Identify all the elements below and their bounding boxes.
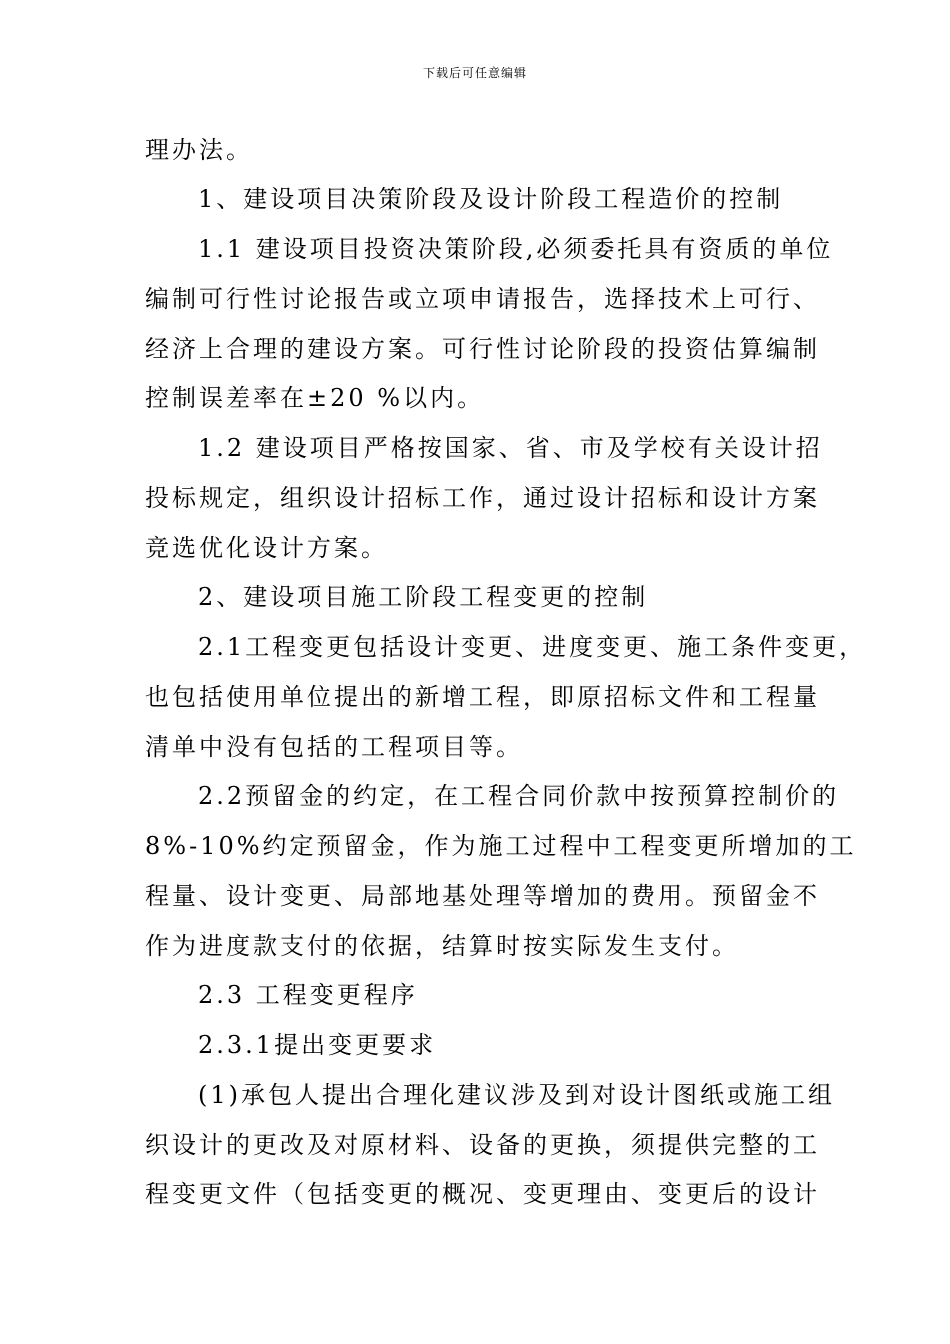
text-line: 程变更文件（包括变更的概况、变更理由、变更后的设计 — [145, 1180, 820, 1208]
text-line: 织设计的更改及对原材料、设备的更换，须提供完整的工 — [145, 1131, 820, 1159]
text-line: 编制可行性讨论报告或立项申请报告，选择技术上可行、 — [145, 285, 820, 313]
text-line: 也包括使用单位提出的新增工程，即原招标文件和工程量 — [145, 683, 820, 711]
section-heading: 2.3 工程变更程序 — [198, 981, 418, 1009]
text-line: 理办法。 — [145, 136, 253, 164]
text-line: 控制误差率在±20 %以内。 — [145, 384, 485, 412]
text-line: (1)承包人提出合理化建议涉及到对设计图纸或施工组 — [198, 1081, 835, 1109]
text-line: 2.2预留金的约定，在工程合同价款中按预算控制价的 — [198, 782, 840, 810]
section-heading: 2、建设项目施工阶段工程变更的控制 — [198, 583, 649, 611]
text-line: 竞选优化设计方案。 — [145, 534, 388, 562]
page-header: 下载后可任意编辑 — [422, 66, 527, 80]
text-line: 清单中没有包括的工程项目等。 — [145, 733, 523, 761]
text-line: 2.1工程变更包括设计变更、进度变更、施工条件变更， — [198, 633, 867, 661]
text-line: 1.1 建设项目投资决策阶段,必须委托具有资质的单位 — [198, 235, 834, 263]
text-line: 作为进度款支付的依据，结算时按实际发生支付。 — [145, 932, 739, 960]
text-line: 投标规定，组织设计招标工作，通过设计招标和设计方案 — [145, 484, 820, 512]
text-line: 经济上合理的建设方案。可行性讨论阶段的投资估算编制 — [145, 335, 820, 363]
section-heading: 1、建设项目决策阶段及设计阶段工程造价的控制 — [198, 185, 784, 213]
section-heading: 2.3.1提出变更要求 — [198, 1031, 437, 1059]
text-line: 8%-10%约定预留金，作为施工过程中工程变更所增加的工 — [145, 832, 857, 860]
text-line: 1.2 建设项目严格按国家、省、市及学校有关设计招 — [198, 434, 823, 462]
text-line: 程量、设计变更、局部地基处理等增加的费用。预留金不 — [145, 882, 820, 910]
